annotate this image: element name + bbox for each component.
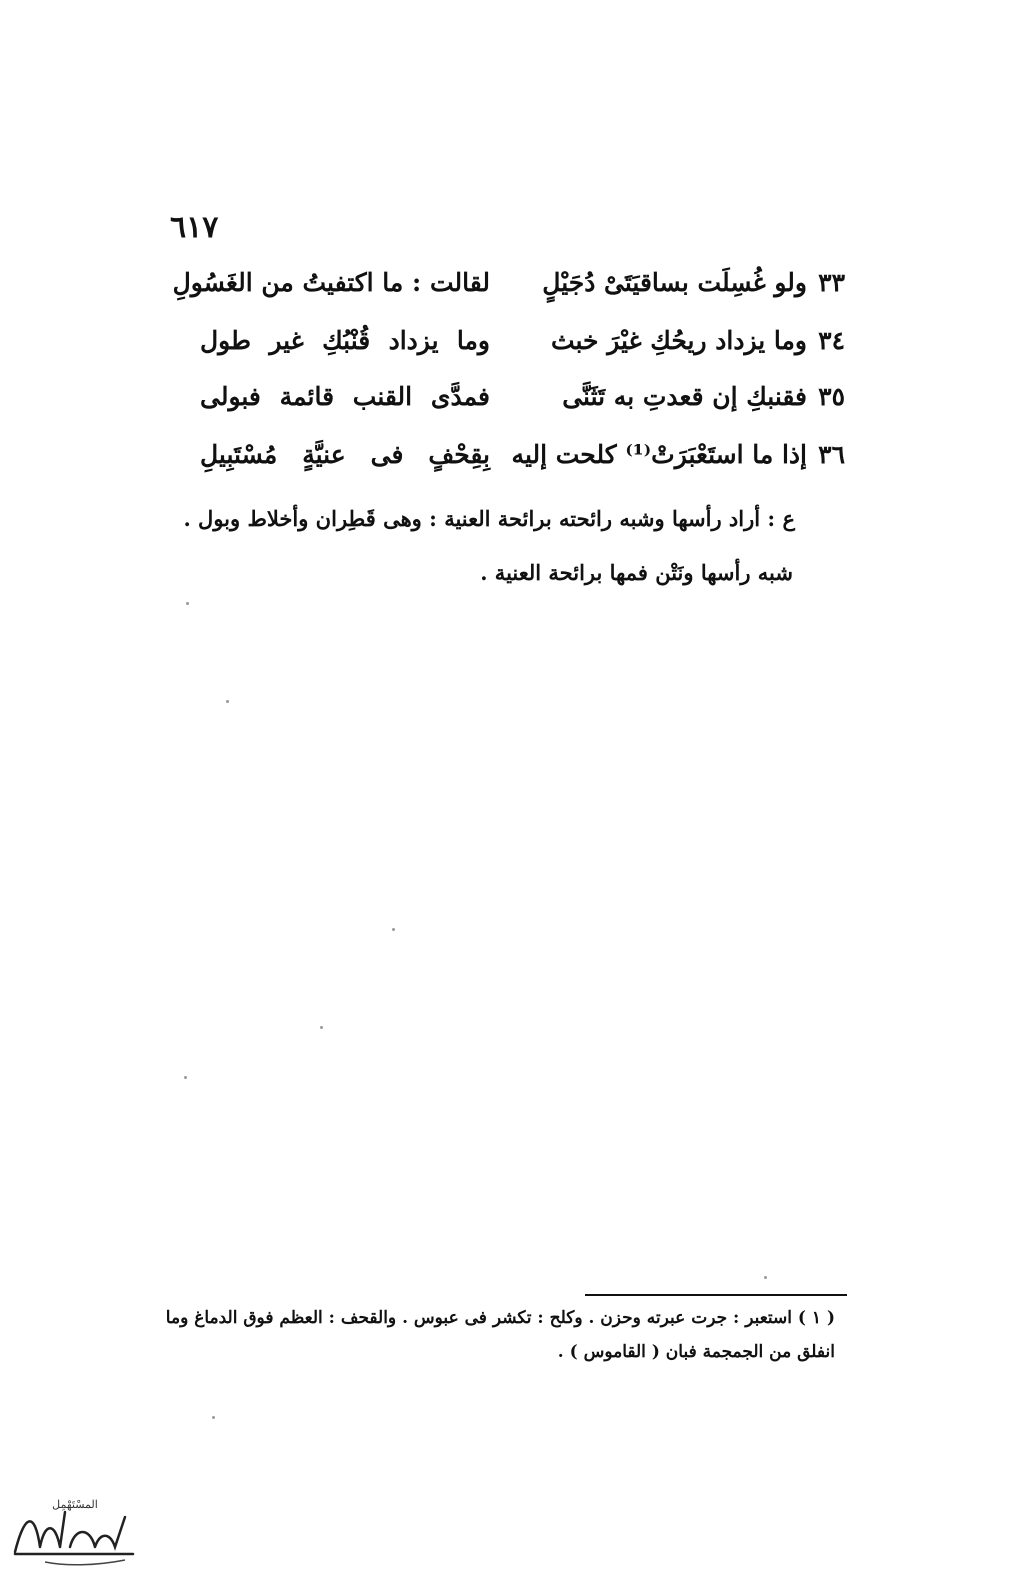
verse-35 [200,382,845,428]
verse-number: ٣٦ [818,440,845,469]
verse-second-hemistich: فمدَّى القنب قائمة فبولى [200,382,490,411]
print-speck [226,700,229,703]
print-speck [392,928,395,931]
footnote-line-2: انفلق من الجمجمة فبان ( القاموس ) . [557,1342,835,1362]
verse-34 [200,326,845,372]
verse-second-hemistich: وما يزداد قُنْبُكِ غير طول [200,326,490,355]
verse-number: ٣٤ [818,326,845,355]
print-speck [212,1416,215,1419]
verse-first-hemistich: وما يزداد ريحُكِ غيْرَ خبث [550,326,807,355]
verse-first-hemistich: ولو غُسِلَت بساقيَتَىْ دُجَيْلٍ [542,268,807,297]
commentary-line-1: ع : أراد رأسها وشبه رائحته برائحة العنية : وهى قَطِران وأخلاط وبول . [183,506,795,531]
verse-first-hemistich: فقنبكِ إن قعدتِ به تَثَنَّى [562,382,807,411]
footnote-line-1: ( ١ ) استعبر : جرت عبرته وحزن . وكلح : تكشر فى عبوس . والقحف : العظم فوق الدماغ وما [165,1308,835,1328]
verse-number: ٣٣ [818,268,845,297]
verse-number: ٣٥ [818,382,845,411]
library-stamp-logo [5,1492,145,1572]
verse-second-hemistich: بِقِحْفٍ فى عنيَّةٍ مُسْتَبِيلِ [200,440,490,469]
print-speck [186,602,189,605]
print-speck [320,1026,323,1029]
watermark-text: المسْتَهْمِل [52,1498,98,1511]
verse-second-hemistich: لقالت : ما اكتفيتُ من الغَسُولِ [172,268,490,297]
verse-first-hemistich: إذا ما استَعْبَرَتْ⁽¹⁾ كلحت إليه [511,440,807,469]
verse-33 [172,268,845,314]
commentary-line-2: شبه رأسها ونَتْن فمها برائحة العنية . [480,560,793,585]
verse-36 [200,440,845,486]
footnote-divider [585,1294,847,1296]
print-speck [184,1076,187,1079]
page-number: ٦١٧ [170,210,219,245]
print-speck [764,1276,767,1279]
